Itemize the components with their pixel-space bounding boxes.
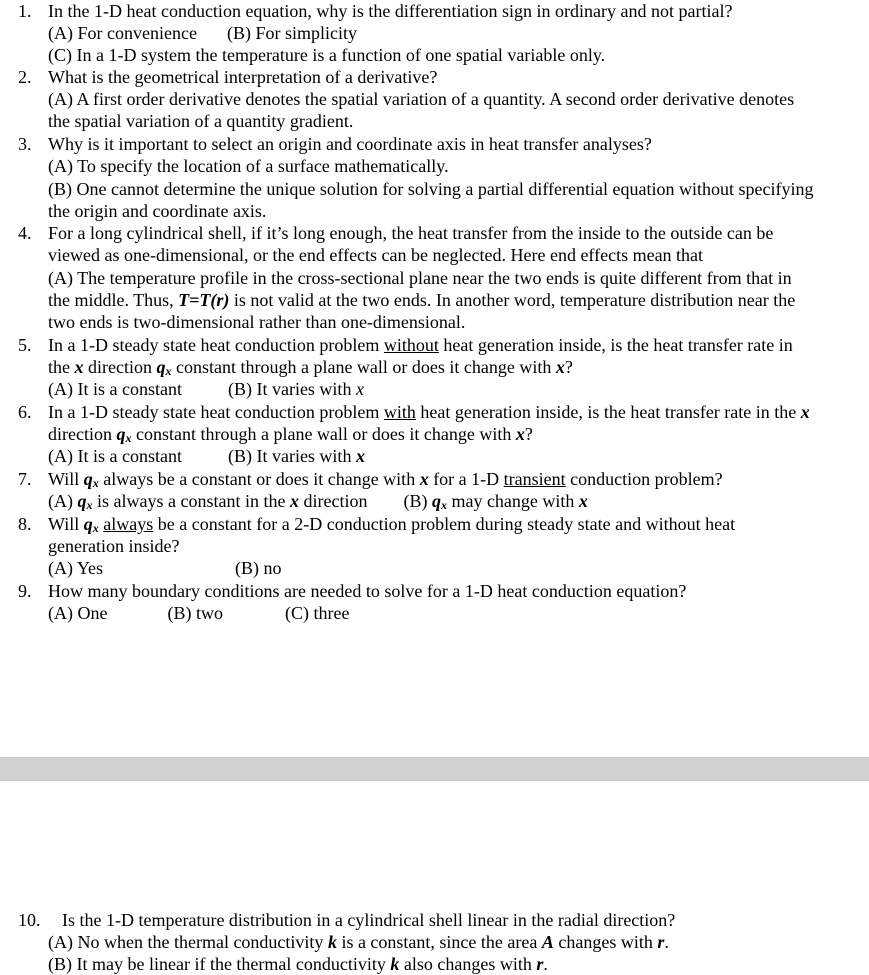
question-10-option-a <box>48 931 669 953</box>
q10-option-a-mid: is a constant, since the area <box>336 932 542 952</box>
variable-q-subscript: x <box>125 431 132 445</box>
q7-option-b-pre: (B) <box>403 491 432 511</box>
variable-x: x <box>74 357 84 377</box>
variable-a: A <box>541 932 554 952</box>
question-4-answer-line-1: (A) The temperature profile in the cross-sectional plane near the two ends is quite different from that in <box>48 268 792 288</box>
question-2-answer-line-1: (A) A first order derivative denotes the spatial variation of a quantity. A second order derivative denotes <box>48 89 795 109</box>
variable-q: q <box>116 424 126 444</box>
q10-option-b-mid: also changes with <box>399 954 537 974</box>
question-8-options <box>48 557 282 579</box>
question-4-answer-line-2 <box>48 289 795 311</box>
question-1-options <box>48 22 357 44</box>
q7-text-c: for a 1-D <box>428 469 504 489</box>
q7-option-a-post: direction <box>298 491 368 511</box>
question-2-number: 2. <box>18 67 32 87</box>
question-4-answer-line-3: two ends is two-dimensional rather than one-dimensional. <box>48 312 466 332</box>
q5-text-d: ? <box>564 357 573 377</box>
variable-q-subscript: x <box>92 476 99 490</box>
equation-t-of-r: T=T(r) <box>178 290 230 310</box>
question-3-number: 3. <box>18 134 32 154</box>
variable-x: x <box>355 379 364 399</box>
variable-x: x <box>800 402 810 422</box>
question-6-options <box>48 445 365 467</box>
underlined-without: without <box>383 335 439 355</box>
page-break-divider <box>0 757 869 781</box>
question-6-text-line-1 <box>48 401 810 423</box>
q6-text-a: direction <box>48 424 117 444</box>
question-5-option-a: (A) It is a constant <box>48 379 182 399</box>
q5-text-b: direction <box>83 357 157 377</box>
question-9-options <box>48 602 349 624</box>
question-4-answer-line-2-pre: the middle. Thus, <box>48 290 179 310</box>
question-6-option-b: (B) It varies with <box>227 446 356 466</box>
q10-option-b-end: . <box>543 954 548 974</box>
question-3-text: Why is it important to select an origin and coordinate axis in heat transfer analyses? <box>48 134 652 154</box>
question-10-number: 10. <box>18 910 41 930</box>
underlined-with: with <box>383 402 416 422</box>
variable-q-subscript: x <box>86 498 93 512</box>
variable-q: q <box>77 491 87 511</box>
q10-option-a-mid2: changes with <box>553 932 658 952</box>
question-3-option-a: (A) To specify the location of a surface mathematically. <box>48 156 449 176</box>
question-6-text-pre: In a 1-D steady state heat conduction problem <box>48 402 384 422</box>
q7-option-a-pre: (A) <box>48 491 78 511</box>
question-10-text: Is the 1-D temperature distribution in a cylindrical shell linear in the radial direction? <box>62 910 676 930</box>
q5-text-c: constant through a plane wall or does it change with <box>171 357 556 377</box>
variable-x: x <box>515 424 525 444</box>
question-6-option-a: (A) It is a constant <box>48 446 182 466</box>
question-5-options <box>48 378 364 400</box>
variable-x: x <box>419 469 429 489</box>
underlined-transient: transient <box>503 469 566 489</box>
q10-option-b-pre: (B) It may be linear if the thermal conductivity <box>48 954 391 974</box>
question-8-option-b: (B) no <box>235 558 282 578</box>
q7-text-a: Will <box>48 469 84 489</box>
q10-option-a-end: . <box>664 932 669 952</box>
variable-k: k <box>327 932 337 952</box>
variable-q: q <box>83 469 93 489</box>
question-9-option-b: (B) two <box>167 603 223 623</box>
question-5-text-pre: In a 1-D steady state heat conduction problem <box>48 335 384 355</box>
q7-text-d: conduction problem? <box>565 469 723 489</box>
q7-option-a-mid: is always a constant in the <box>92 491 290 511</box>
variable-x: x <box>289 491 299 511</box>
variable-x: x <box>578 491 588 511</box>
q6-text-c: ? <box>524 424 533 444</box>
question-2-answer-line-2: the spatial variation of a quantity gradient. <box>48 111 354 131</box>
question-5-option-b: (B) It varies with <box>227 379 356 399</box>
question-9-text: How many boundary conditions are needed to solve for a 1-D heat conduction equation? <box>48 581 687 601</box>
question-1-number: 1. <box>18 1 32 21</box>
variable-x: x <box>555 357 565 377</box>
question-2-text: What is the geometrical interpretation of a derivative? <box>48 67 438 87</box>
question-9-number: 9. <box>18 581 32 601</box>
question-5-number: 5. <box>18 335 32 355</box>
underlined-always: always <box>103 514 154 534</box>
question-3-option-b-line-2: the origin and coordinate axis. <box>48 201 267 221</box>
q8-text-a: Will <box>48 514 84 534</box>
variable-q: q <box>156 357 166 377</box>
variable-q-subscript: x <box>440 498 447 512</box>
q6-text-b: constant through a plane wall or does it change with <box>131 424 516 444</box>
variable-k: k <box>390 954 400 974</box>
question-4-answer-line-2-post: is not valid at the two ends. In another word, temperature distribution near the <box>229 290 796 310</box>
question-1-option-a: (A) For convenience <box>48 23 197 43</box>
variable-q: q <box>431 491 441 511</box>
variable-q-subscript: x <box>92 521 99 535</box>
question-6-number: 6. <box>18 402 32 422</box>
variable-q-subscript: x <box>165 364 172 378</box>
variable-q: q <box>83 514 93 534</box>
question-10-option-b <box>48 953 548 975</box>
variable-x: x <box>355 446 365 466</box>
question-8-option-a: (A) Yes <box>48 558 104 578</box>
q5-text-a: the <box>48 357 75 377</box>
question-9-option-a: (A) One <box>48 603 108 623</box>
q7-option-b-mid: may change with <box>446 491 579 511</box>
q10-option-a-pre: (A) No when the thermal conductivity <box>48 932 328 952</box>
question-3-option-b-line-1: (B) One cannot determine the unique solution for solving a partial differential equation without specifying <box>48 179 814 199</box>
variable-r: r <box>657 932 665 952</box>
question-9-option-c: (C) three <box>284 603 350 623</box>
question-1-option-b: (B) For simplicity <box>226 23 357 43</box>
question-8-number: 8. <box>18 514 32 534</box>
q7-text-b: always be a constant or does it change with <box>98 469 420 489</box>
question-5-text-post: heat generation inside, is the heat transfer rate in <box>438 335 793 355</box>
question-1-text: In the 1-D heat conduction equation, why is the differentiation sign in ordinary and not partial? <box>48 1 733 21</box>
question-4-text-line-2: viewed as one-dimensional, or the end effects can be neglected. Here end effects mean that <box>48 245 704 265</box>
question-8-text-line-2: generation inside? <box>48 536 180 556</box>
q8-text-b: be a constant for a 2-D conduction problem during steady state and without heat <box>153 514 736 534</box>
question-7-number: 7. <box>18 469 32 489</box>
question-4-number: 4. <box>18 223 32 243</box>
question-4-text-line-1: For a long cylindrical shell, if it’s long enough, the heat transfer from the inside to the outside can be <box>48 223 774 243</box>
question-6-text-post: heat generation inside, is the heat transfer rate in the <box>415 402 801 422</box>
variable-r: r <box>536 954 544 974</box>
question-1-option-c: (C) In a 1-D system the temperature is a function of one spatial variable only. <box>48 45 606 65</box>
question-5-text-line-1 <box>48 334 793 356</box>
